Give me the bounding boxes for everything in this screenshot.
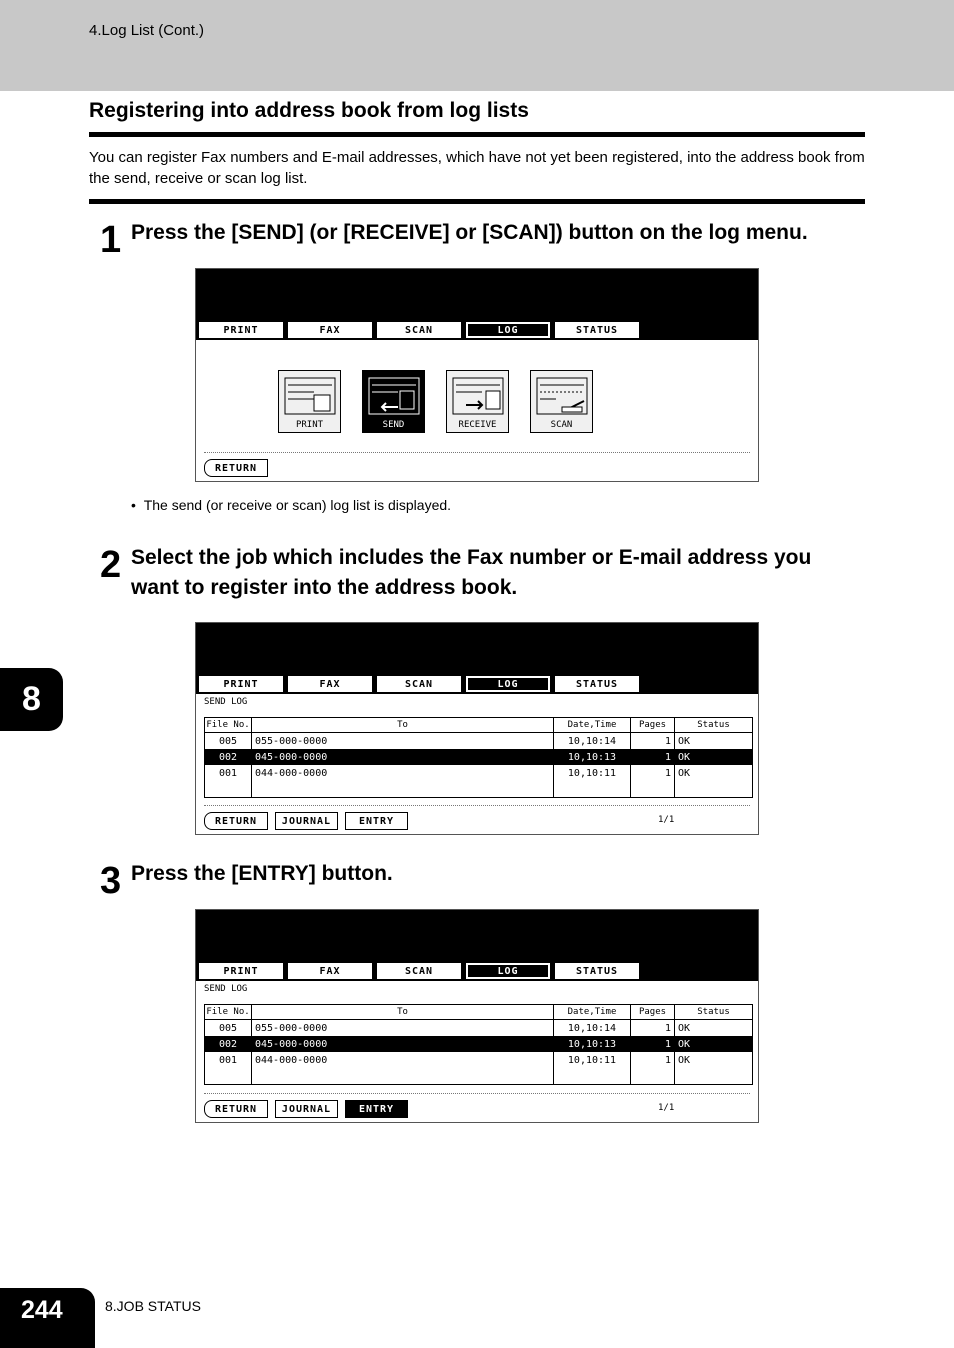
status-cell: OK bbox=[675, 1020, 753, 1037]
file-no-cell: 005 bbox=[205, 733, 252, 750]
table-row[interactable] bbox=[205, 1020, 753, 1037]
step-2-text: Select the job which includes the Fax number or E-mail address you want to register into the address book. bbox=[131, 546, 812, 599]
column-header: Status bbox=[675, 1005, 753, 1020]
table-row[interactable] bbox=[205, 1052, 753, 1068]
column-header: Date,Time bbox=[554, 1005, 631, 1020]
page-indicator: 1/1 bbox=[658, 815, 675, 825]
log-menu-screen bbox=[195, 268, 759, 482]
return-button[interactable]: RETURN bbox=[204, 812, 268, 830]
step-1-note-text: The send (or receive or scan) log list is displayed. bbox=[143, 497, 452, 513]
receive-log-icon bbox=[452, 377, 504, 417]
table-header bbox=[205, 718, 753, 733]
table-row[interactable] bbox=[205, 733, 753, 750]
to-cell: 045-000-0000 bbox=[252, 749, 554, 765]
datetime-cell: 10,10:13 bbox=[554, 1036, 631, 1052]
pages-cell: 1 bbox=[631, 749, 675, 765]
to-cell: 044-000-0000 bbox=[252, 765, 554, 781]
log-title: SEND LOG bbox=[204, 697, 248, 707]
tab-log[interactable]: LOG bbox=[466, 676, 550, 692]
tab-status[interactable]: STATUS bbox=[555, 963, 639, 979]
file-no-cell: 002 bbox=[205, 1036, 252, 1052]
tab-bar bbox=[199, 322, 639, 338]
send-log-button[interactable] bbox=[362, 370, 425, 433]
status-cell: OK bbox=[675, 749, 753, 765]
status-cell: OK bbox=[675, 1036, 753, 1052]
tab-scan[interactable]: SCAN bbox=[377, 322, 461, 338]
file-no-cell: 005 bbox=[205, 1020, 252, 1037]
file-no-cell: 001 bbox=[205, 765, 252, 781]
page-number: 244 bbox=[0, 1288, 95, 1348]
rule-top bbox=[89, 132, 865, 137]
pages-cell: 1 bbox=[631, 1020, 675, 1037]
log-title: SEND LOG bbox=[204, 984, 248, 994]
print-log-label: PRINT bbox=[295, 420, 324, 430]
datetime-cell: 10,10:14 bbox=[554, 733, 631, 750]
column-header: File No. bbox=[205, 1005, 252, 1020]
datetime-cell: 10,10:13 bbox=[554, 749, 631, 765]
table-row-empty[interactable] bbox=[205, 1068, 753, 1085]
column-header: To bbox=[252, 718, 554, 733]
log-icons bbox=[278, 370, 593, 433]
step-1-number: 1 bbox=[100, 219, 122, 261]
divider bbox=[204, 1093, 750, 1094]
status-cell: OK bbox=[675, 1052, 753, 1068]
table-row[interactable] bbox=[205, 765, 753, 781]
rule-bottom bbox=[89, 199, 865, 204]
tab-bar bbox=[199, 963, 639, 979]
send-log-screen-entry bbox=[195, 909, 759, 1123]
to-cell: 055-000-0000 bbox=[252, 733, 554, 750]
column-header: Date,Time bbox=[554, 718, 631, 733]
column-header: To bbox=[252, 1005, 554, 1020]
chapter-tab: 8 bbox=[0, 668, 63, 731]
status-cell: OK bbox=[675, 733, 753, 750]
scan-log-icon bbox=[536, 377, 588, 417]
print-log-button[interactable] bbox=[278, 370, 341, 433]
column-header: Pages bbox=[631, 1005, 675, 1020]
step-3-number: 3 bbox=[100, 860, 122, 902]
tab-print[interactable]: PRINT bbox=[199, 676, 283, 692]
to-cell: 044-000-0000 bbox=[252, 1052, 554, 1068]
datetime-cell: 10,10:14 bbox=[554, 1020, 631, 1037]
receive-log-label: RECEIVE bbox=[458, 420, 497, 430]
return-button[interactable]: RETURN bbox=[204, 1100, 268, 1118]
datetime-cell: 10,10:11 bbox=[554, 1052, 631, 1068]
table-row-selected[interactable] bbox=[205, 749, 753, 765]
send-log-icon bbox=[368, 377, 420, 417]
table-row-empty[interactable] bbox=[205, 781, 753, 798]
send-log-table bbox=[204, 1004, 753, 1085]
tab-scan[interactable]: SCAN bbox=[377, 963, 461, 979]
file-no-cell: 002 bbox=[205, 749, 252, 765]
journal-button[interactable]: JOURNAL bbox=[275, 1100, 338, 1118]
send-log-label: SEND bbox=[382, 420, 405, 430]
footer-chapter: 8.JOB STATUS bbox=[105, 1298, 201, 1314]
to-cell: 045-000-0000 bbox=[252, 1036, 554, 1052]
scan-log-label: SCAN bbox=[550, 420, 573, 430]
step-2-number: 2 bbox=[100, 544, 122, 586]
divider bbox=[204, 452, 750, 453]
tab-log[interactable]: LOG bbox=[466, 322, 550, 338]
status-cell: OK bbox=[675, 765, 753, 781]
section-title: Registering into address book from log lists bbox=[89, 99, 529, 122]
receive-log-button[interactable] bbox=[446, 370, 509, 433]
tab-print[interactable]: PRINT bbox=[199, 322, 283, 338]
entry-button[interactable]: ENTRY bbox=[345, 812, 408, 830]
pages-cell: 1 bbox=[631, 765, 675, 781]
column-header: Pages bbox=[631, 718, 675, 733]
pages-cell: 1 bbox=[631, 733, 675, 750]
send-log-table bbox=[204, 717, 753, 798]
pages-cell: 1 bbox=[631, 1052, 675, 1068]
datetime-cell: 10,10:11 bbox=[554, 765, 631, 781]
print-log-icon bbox=[284, 377, 336, 417]
table-row-selected[interactable] bbox=[205, 1036, 753, 1052]
entry-button-pressed[interactable]: ENTRY bbox=[345, 1100, 408, 1118]
tab-scan[interactable]: SCAN bbox=[377, 676, 461, 692]
divider bbox=[204, 805, 750, 806]
tab-print[interactable]: PRINT bbox=[199, 963, 283, 979]
tab-fax[interactable]: FAX bbox=[288, 963, 372, 979]
to-cell: 055-000-0000 bbox=[252, 1020, 554, 1037]
file-no-cell: 001 bbox=[205, 1052, 252, 1068]
tab-status[interactable]: STATUS bbox=[555, 322, 639, 338]
tab-fax[interactable]: FAX bbox=[288, 676, 372, 692]
tab-status[interactable]: STATUS bbox=[555, 676, 639, 692]
step-1-note: • The send (or receive or scan) log list is displayed. bbox=[131, 497, 452, 513]
pages-cell: 1 bbox=[631, 1036, 675, 1052]
scan-log-button[interactable] bbox=[530, 370, 593, 433]
header-band bbox=[0, 0, 954, 91]
return-button[interactable]: RETURN bbox=[204, 459, 268, 477]
column-header: Status bbox=[675, 718, 753, 733]
tab-log[interactable]: LOG bbox=[466, 963, 550, 979]
intro-text: You can register Fax numbers and E-mail addresses, which have not yet been registered, into the address book from the send, receive or scan log list. bbox=[89, 149, 865, 187]
tab-fax[interactable]: FAX bbox=[288, 322, 372, 338]
tab-bar bbox=[199, 676, 639, 692]
column-header: File No. bbox=[205, 718, 252, 733]
step-3-text: Press the [ENTRY] button. bbox=[131, 862, 393, 885]
table-header bbox=[205, 1005, 753, 1020]
step-1-text: Press the [SEND] (or [RECEIVE] or [SCAN]) button on the log menu. bbox=[131, 221, 808, 244]
send-log-screen-select bbox=[195, 622, 759, 835]
journal-button[interactable]: JOURNAL bbox=[275, 812, 338, 830]
running-header: 4.Log List (Cont.) bbox=[89, 22, 205, 39]
page-indicator: 1/1 bbox=[658, 1103, 675, 1113]
